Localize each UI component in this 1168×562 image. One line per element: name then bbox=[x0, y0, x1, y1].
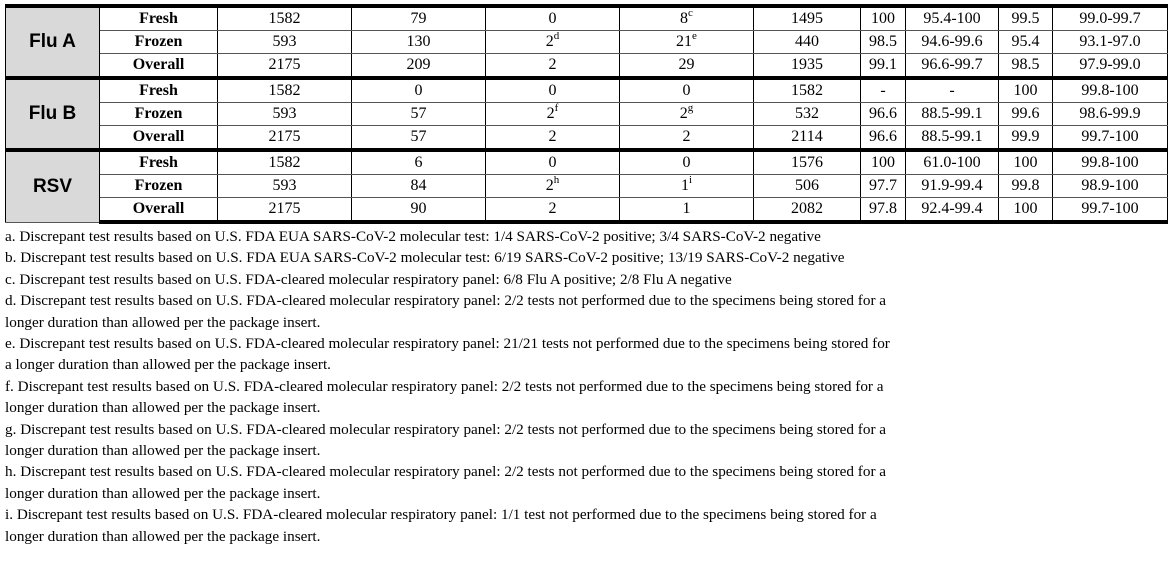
cell-value: 99.1 bbox=[869, 56, 897, 73]
cell-value: 100 bbox=[1013, 82, 1038, 99]
footnote bbox=[5, 226, 1073, 247]
table-cell bbox=[999, 126, 1053, 151]
cell-value: 100 bbox=[871, 10, 895, 27]
footnote-line: longer duration than allowed per the package insert. bbox=[5, 527, 321, 545]
table-cell bbox=[218, 126, 352, 151]
footnote bbox=[5, 419, 1073, 462]
table-cell bbox=[754, 175, 861, 198]
table-cell bbox=[906, 126, 999, 151]
table-row bbox=[6, 31, 1168, 54]
table-cell bbox=[352, 126, 486, 151]
footnote-line: h. Discrepant test results based on U.S. FDA-cleared molecular respiratory panel: 2/2 tests not performed due to the specimens being stored for a bbox=[5, 463, 887, 481]
cell-value: 2175 bbox=[268, 56, 301, 73]
table-cell bbox=[906, 6, 999, 31]
cell-value: Fresh bbox=[139, 82, 178, 99]
cell-value: 1582 bbox=[268, 154, 301, 171]
cell-value: 90 bbox=[410, 200, 427, 217]
cell-value: 99.7-100 bbox=[1081, 200, 1139, 217]
table-cell bbox=[352, 78, 486, 103]
footnote-line: i. Discrepant test results based on U.S. FDA-cleared molecular respiratory panel: 1/1 test not performed due to the specimens being stored for a bbox=[5, 506, 877, 524]
footnote-marker: d bbox=[553, 29, 560, 42]
cell-value: 440 bbox=[795, 33, 819, 50]
cell-value: 1495 bbox=[791, 10, 823, 27]
table-cell bbox=[754, 126, 861, 151]
cell-value: Overall bbox=[132, 128, 185, 145]
specimen-label bbox=[100, 6, 218, 31]
cell-value: 99.5 bbox=[1011, 10, 1040, 27]
table-cell bbox=[486, 103, 620, 126]
cell-value: - bbox=[880, 82, 886, 99]
cell-value: 92.4-99.4 bbox=[921, 200, 983, 217]
cell-value: 21 bbox=[676, 33, 693, 50]
table-cell bbox=[999, 198, 1053, 223]
cell-value: 0 bbox=[548, 154, 557, 171]
table-cell bbox=[486, 31, 620, 54]
table-cell bbox=[861, 31, 906, 54]
specimen-label bbox=[100, 78, 218, 103]
table-row bbox=[6, 175, 1168, 198]
footnote-marker: h bbox=[553, 173, 560, 186]
table-cell bbox=[352, 103, 486, 126]
cell-value: 1935 bbox=[791, 56, 823, 73]
table-cell bbox=[754, 103, 861, 126]
table-cell bbox=[754, 198, 861, 223]
table-cell bbox=[1053, 175, 1168, 198]
cell-value: 2 bbox=[545, 177, 554, 194]
footnote-marker: g bbox=[687, 101, 694, 114]
footnotes bbox=[5, 226, 1073, 547]
footnote-marker: f bbox=[554, 101, 559, 114]
cell-value: 98.5 bbox=[1011, 56, 1040, 73]
cell-value: 0 bbox=[548, 10, 557, 27]
cell-value: 88.5-99.1 bbox=[921, 105, 983, 122]
cell-value: 96.6-99.7 bbox=[921, 56, 983, 73]
table-cell bbox=[1053, 54, 1168, 79]
table-cell bbox=[486, 150, 620, 175]
table-cell bbox=[218, 198, 352, 223]
table-cell bbox=[999, 31, 1053, 54]
cell-value: 97.7 bbox=[869, 177, 897, 194]
cell-value: 1582 bbox=[268, 82, 301, 99]
cell-value: 2 bbox=[546, 105, 555, 122]
cell-value: 2175 bbox=[268, 128, 301, 145]
cell-value: 98.9-100 bbox=[1081, 177, 1139, 194]
table-cell bbox=[218, 150, 352, 175]
cell-value: 94.6-99.6 bbox=[921, 33, 983, 50]
table-cell bbox=[620, 6, 754, 31]
specimen-label bbox=[100, 150, 218, 175]
table-cell bbox=[861, 198, 906, 223]
table-cell bbox=[906, 175, 999, 198]
cell-value: 593 bbox=[272, 105, 297, 122]
table-row bbox=[6, 78, 1168, 103]
specimen-label bbox=[100, 198, 218, 223]
cell-value: 99.9 bbox=[1011, 128, 1040, 145]
footnote-line: a longer duration than allowed per the package insert. bbox=[5, 356, 331, 374]
cell-value: 99.6 bbox=[1011, 105, 1040, 122]
cell-value: 88.5-99.1 bbox=[921, 128, 983, 145]
table-row bbox=[6, 54, 1168, 79]
footnote bbox=[5, 504, 1073, 547]
cell-value: 2175 bbox=[268, 200, 301, 217]
virus-label: Flu A bbox=[6, 6, 100, 78]
table-cell bbox=[861, 78, 906, 103]
table-cell bbox=[620, 126, 754, 151]
cell-value: Fresh bbox=[139, 154, 178, 171]
footnote-line: longer duration than allowed per the package insert. bbox=[5, 399, 321, 417]
table-cell bbox=[486, 175, 620, 198]
table-cell bbox=[861, 126, 906, 151]
table-cell bbox=[906, 150, 999, 175]
cell-value: 91.9-99.4 bbox=[921, 177, 983, 194]
table-row bbox=[6, 198, 1168, 223]
cell-value: 96.6 bbox=[869, 105, 897, 122]
table-cell bbox=[906, 54, 999, 79]
cell-value: 506 bbox=[795, 177, 819, 194]
cell-value: 2 bbox=[679, 105, 688, 122]
cell-value: 99.8-100 bbox=[1081, 154, 1139, 171]
cell-value: 593 bbox=[272, 33, 297, 50]
table-row bbox=[6, 6, 1168, 31]
cell-value: 2 bbox=[682, 128, 691, 145]
table-row bbox=[6, 126, 1168, 151]
cell-value: 8 bbox=[680, 10, 689, 27]
table-cell bbox=[218, 78, 352, 103]
specimen-label bbox=[100, 103, 218, 126]
footnote bbox=[5, 333, 1073, 376]
footnote-line: longer duration than allowed per the package insert. bbox=[5, 442, 321, 460]
table-cell bbox=[999, 6, 1053, 31]
table-cell bbox=[861, 103, 906, 126]
cell-value: 99.7-100 bbox=[1081, 128, 1139, 145]
table-cell bbox=[1053, 103, 1168, 126]
results-table-body bbox=[6, 6, 1168, 222]
table-cell bbox=[1053, 198, 1168, 223]
cell-value: 99.0-99.7 bbox=[1079, 10, 1141, 27]
table-cell bbox=[906, 198, 999, 223]
table-cell bbox=[754, 78, 861, 103]
cell-value: 6 bbox=[414, 154, 423, 171]
table-cell bbox=[620, 78, 754, 103]
document-page bbox=[5, 4, 1141, 547]
footnote bbox=[5, 290, 1073, 333]
footnote bbox=[5, 247, 1073, 268]
table-cell bbox=[352, 175, 486, 198]
cell-value: 2 bbox=[548, 200, 557, 217]
table-cell bbox=[999, 54, 1053, 79]
specimen-label bbox=[100, 54, 218, 79]
table-cell bbox=[754, 150, 861, 175]
table-cell bbox=[1053, 78, 1168, 103]
cell-value: 84 bbox=[410, 177, 427, 194]
table-cell bbox=[906, 78, 999, 103]
cell-value: 2 bbox=[545, 33, 554, 50]
cell-value: 57 bbox=[410, 128, 427, 145]
cell-value: 130 bbox=[406, 33, 431, 50]
table-cell bbox=[486, 126, 620, 151]
cell-value: 593 bbox=[272, 177, 297, 194]
footnote-line: longer duration than allowed per the package insert. bbox=[5, 484, 321, 502]
footnote bbox=[5, 461, 1073, 504]
table-cell bbox=[754, 6, 861, 31]
cell-value: 2 bbox=[548, 56, 557, 73]
table-cell bbox=[1053, 31, 1168, 54]
cell-value: Frozen bbox=[134, 105, 183, 122]
virus-label: Flu B bbox=[6, 78, 100, 150]
table-cell bbox=[999, 78, 1053, 103]
cell-value: 99.8-100 bbox=[1081, 82, 1139, 99]
table-cell bbox=[620, 103, 754, 126]
table-cell bbox=[352, 31, 486, 54]
table-cell bbox=[218, 54, 352, 79]
cell-value: - bbox=[949, 82, 955, 99]
cell-value: Frozen bbox=[134, 33, 183, 50]
table-cell bbox=[754, 31, 861, 54]
cell-value: 100 bbox=[1013, 200, 1038, 217]
footnote-line: longer duration than allowed per the package insert. bbox=[5, 313, 321, 331]
table-cell bbox=[906, 31, 999, 54]
footnote-line: f. Discrepant test results based on U.S. FDA-cleared molecular respiratory panel: 2/2 tests not performed due to the specimens being stored for a bbox=[5, 377, 884, 395]
cell-value: 93.1-97.0 bbox=[1079, 33, 1141, 50]
table-cell bbox=[486, 198, 620, 223]
cell-value: 1576 bbox=[791, 154, 823, 171]
cell-value: 2082 bbox=[791, 200, 823, 217]
table-cell bbox=[754, 54, 861, 79]
cell-value: 61.0-100 bbox=[923, 154, 981, 171]
cell-value: 0 bbox=[414, 82, 423, 99]
cell-value: Frozen bbox=[134, 177, 183, 194]
table-cell bbox=[861, 150, 906, 175]
cell-value: Overall bbox=[132, 200, 185, 217]
table-cell bbox=[620, 150, 754, 175]
table-row bbox=[6, 150, 1168, 175]
footnote-marker: i bbox=[688, 173, 693, 186]
cell-value: Overall bbox=[132, 56, 185, 73]
table-row bbox=[6, 103, 1168, 126]
cell-value: 1582 bbox=[791, 82, 823, 99]
cell-value: 79 bbox=[410, 10, 427, 27]
table-cell bbox=[999, 150, 1053, 175]
table-cell bbox=[486, 78, 620, 103]
specimen-label bbox=[100, 175, 218, 198]
table-cell bbox=[218, 103, 352, 126]
cell-value: 1582 bbox=[268, 10, 301, 27]
table-cell bbox=[352, 54, 486, 79]
table-cell bbox=[620, 54, 754, 79]
table-cell bbox=[218, 6, 352, 31]
table-cell bbox=[620, 198, 754, 223]
table-cell bbox=[1053, 126, 1168, 151]
cell-value: 95.4 bbox=[1011, 33, 1040, 50]
table-cell bbox=[999, 175, 1053, 198]
table-cell bbox=[861, 175, 906, 198]
footnote-line: b. Discrepant test results based on U.S. FDA EUA SARS-CoV-2 molecular test: 6/19 SARS-CoV-2 positive; 13/19 SARS-CoV-2 negative bbox=[5, 249, 845, 267]
table-cell bbox=[352, 6, 486, 31]
cell-value: 209 bbox=[406, 56, 431, 73]
results-table bbox=[5, 4, 1168, 224]
cell-value: 0 bbox=[548, 82, 557, 99]
cell-value: 98.6-99.9 bbox=[1079, 105, 1141, 122]
table-cell bbox=[620, 175, 754, 198]
footnote bbox=[5, 376, 1073, 419]
cell-value: 0 bbox=[682, 82, 691, 99]
cell-value: 2 bbox=[548, 128, 557, 145]
table-cell bbox=[861, 6, 906, 31]
cell-value: 98.5 bbox=[869, 33, 897, 50]
cell-value: 100 bbox=[1013, 154, 1038, 171]
virus-label: RSV bbox=[6, 150, 100, 222]
cell-value: 96.6 bbox=[869, 128, 897, 145]
cell-value: 95.4-100 bbox=[923, 10, 981, 27]
cell-value: 97.8 bbox=[869, 200, 897, 217]
footnote-line: d. Discrepant test results based on U.S. FDA-cleared molecular respiratory panel: 2/2 tests not performed due to the specimens being stored for a bbox=[5, 292, 887, 310]
table-cell bbox=[1053, 150, 1168, 175]
footnote bbox=[5, 269, 1073, 290]
table-cell bbox=[906, 103, 999, 126]
table-cell bbox=[352, 150, 486, 175]
table-cell bbox=[1053, 6, 1168, 31]
cell-value: 100 bbox=[871, 154, 895, 171]
table-cell bbox=[620, 31, 754, 54]
footnote-line: c. Discrepant test results based on U.S. FDA-cleared molecular respiratory panel: 6/8 Flu A positive; 2/8 Flu A negative bbox=[5, 270, 732, 288]
specimen-label bbox=[100, 31, 218, 54]
cell-value: 1 bbox=[682, 200, 691, 217]
table-cell bbox=[486, 6, 620, 31]
cell-value: 29 bbox=[678, 56, 695, 73]
footnote-marker: e bbox=[692, 29, 697, 42]
table-cell bbox=[218, 31, 352, 54]
cell-value: 99.8 bbox=[1011, 177, 1040, 194]
cell-value: 532 bbox=[795, 105, 819, 122]
footnote-line: e. Discrepant test results based on U.S. FDA-cleared molecular respiratory panel: 21/21 tests not performed due to the specimens being stored for bbox=[5, 335, 890, 353]
table-cell bbox=[999, 103, 1053, 126]
cell-value: Fresh bbox=[139, 10, 178, 27]
cell-value: 57 bbox=[410, 105, 427, 122]
footnote-marker: c bbox=[688, 6, 693, 19]
cell-value: 0 bbox=[682, 154, 691, 171]
cell-value: 97.9-99.0 bbox=[1079, 56, 1141, 73]
table-cell bbox=[352, 198, 486, 223]
cell-value: 2114 bbox=[791, 128, 823, 145]
cell-value: 1 bbox=[680, 177, 689, 194]
table-cell bbox=[486, 54, 620, 79]
table-cell bbox=[218, 175, 352, 198]
specimen-label bbox=[100, 126, 218, 151]
footnote-line: g. Discrepant test results based on U.S. FDA-cleared molecular respiratory panel: 2/2 tests not performed due to the specimens being stored for a bbox=[5, 420, 887, 438]
footnote-line: a. Discrepant test results based on U.S. FDA EUA SARS-CoV-2 molecular test: 1/4 SARS-CoV-2 positive; 3/4 SARS-CoV-2 negative bbox=[5, 228, 821, 245]
table-cell bbox=[861, 54, 906, 79]
